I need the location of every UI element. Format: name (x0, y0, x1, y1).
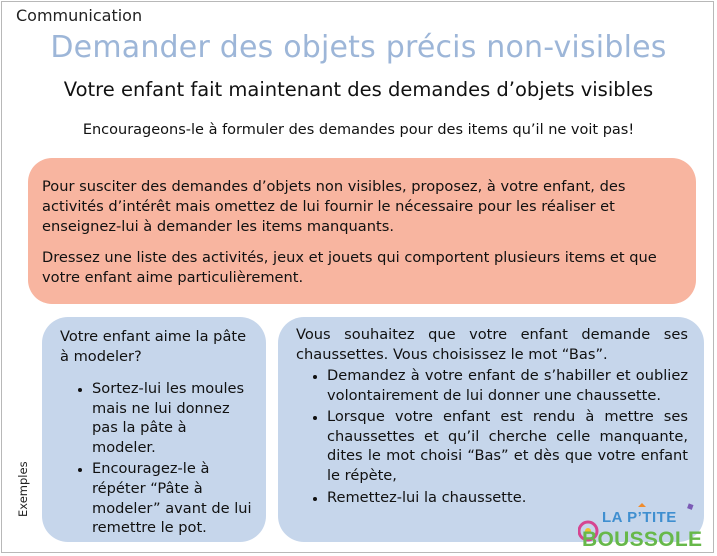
intro-paragraph-1: Pour susciter des demandes d’objets non visibles, proposez, à votre enfant, des activités d’intérêt mais omettez de lui fournir le nécessaire pour les réaliser et enseignez-lui à demander les items manquants. (42, 178, 626, 235)
logo-spark-icon (687, 503, 693, 509)
list-item: • Remettez-lui la chaussette. (327, 488, 688, 508)
list-item: • Encouragez-le à répéter “Pâte à modeler” avant de lui remettre le pot. (92, 459, 252, 537)
logo-compass-icon (638, 503, 646, 507)
example-bullet-list (60, 379, 252, 538)
example-card-intro: Votre enfant aime la pâte à modeler? (60, 328, 247, 365)
la-ptite-boussole-logo (578, 502, 708, 550)
intro-box (28, 158, 696, 304)
logo-line-2: BOUSSOLE (582, 528, 703, 550)
page-subtitle: Votre enfant fait maintenant des demandes d’objets visibles (63, 78, 654, 101)
list-item: • Lorsque votre enfant est rendu à mettre ses chaussettes et qu’il cherche celle manquante, dites le mot choisi “Bas” et dès que votre enfant le répète, (327, 407, 688, 485)
page-tagline: Encourageons-le à formuler des demandes pour des items qu’il ne voit pas! (82, 122, 635, 138)
example-card-playdough (42, 317, 266, 542)
example-card-intro: Vous souhaitez que votre enfant demande ses chaussettes. Vous choisissez le mot “Bas”. (296, 326, 688, 363)
logo-line-1: LA P’TITE (602, 509, 677, 526)
page-title: Demander des objets précis non-visibles (50, 30, 667, 65)
list-item: • Sortez-lui les moules mais ne lui donnez pas la pâte à modeler. (92, 379, 252, 457)
category-label: Communication (16, 6, 143, 25)
example-bullet-list (296, 366, 688, 507)
examples-label: Exemples (16, 461, 30, 517)
list-item: • Demandez à votre enfant de s’habiller et oubliez volontairement de lui donner une chaussette. (327, 366, 688, 405)
intro-paragraph-2: Dressez une liste des activités, jeux et jouets qui comportent plusieurs items et que votre enfant aime particulièrement. (42, 249, 657, 286)
